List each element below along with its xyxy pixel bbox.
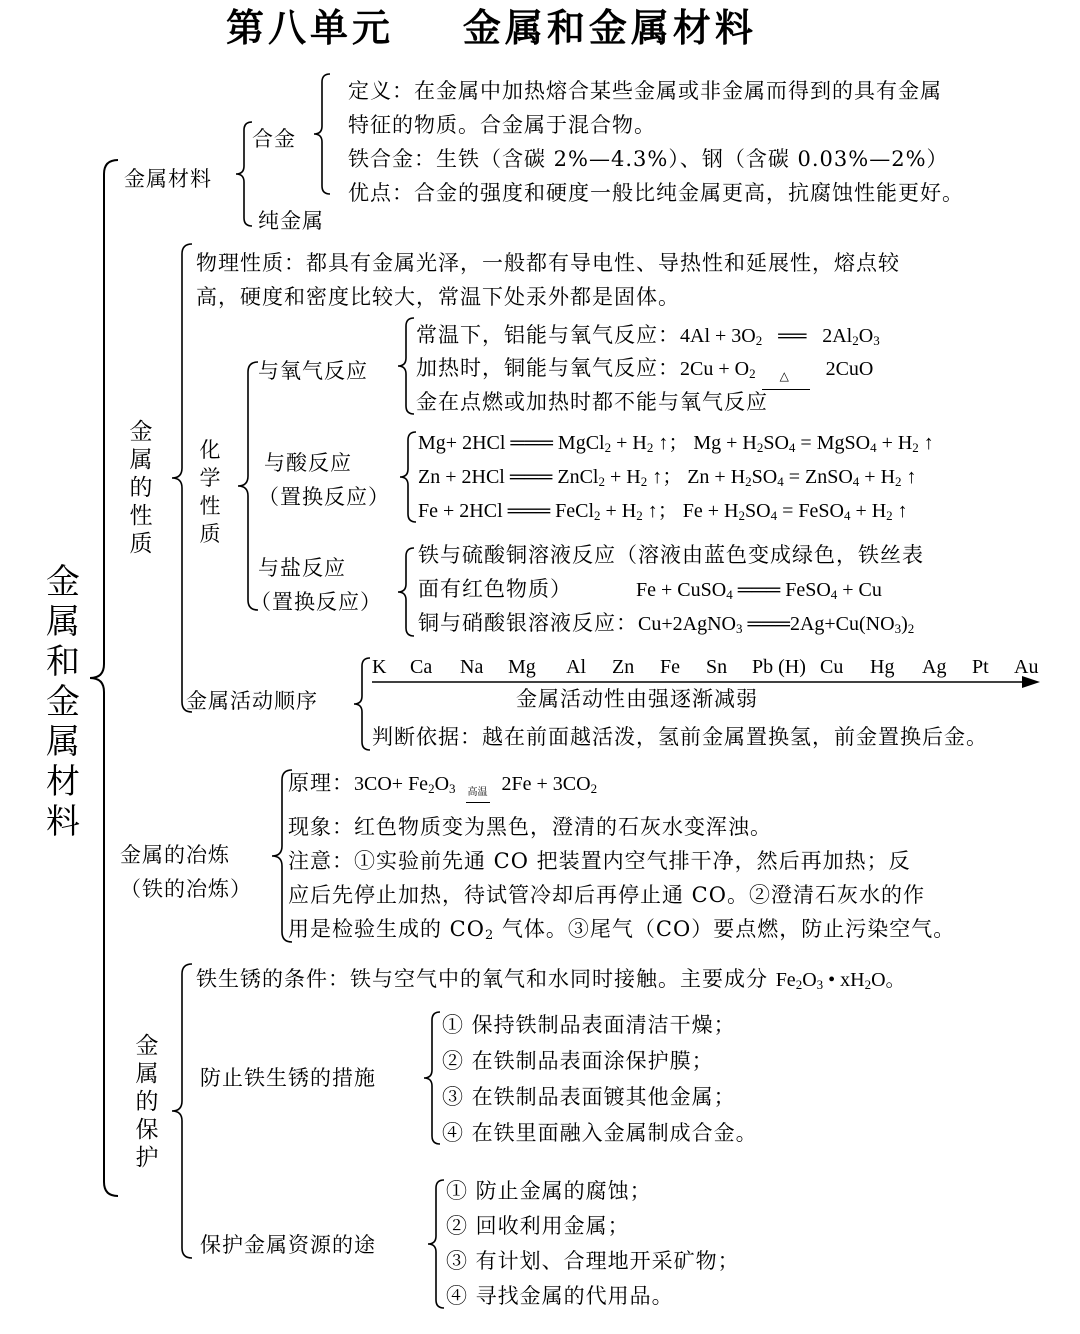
smelting-note-3: 用是检验生成的 $CO_2$ 气体。③尾气（CO）要点燃，防止污染空气。 <box>288 917 956 943</box>
activity-element: Pb (H) <box>752 656 806 678</box>
oxygen-line-2: 加热时，铜能与氧气反应：$2Cu + O_2$ △ 2CuO <box>416 355 873 382</box>
activity-element: Ca <box>410 656 433 678</box>
page-title: 第八单元 金属和金属材料 <box>226 5 757 50</box>
alloy-label: 合金 <box>252 127 296 151</box>
acid-equation-fe: Fe + 2HCl ═══ FeCl$_2$ + $H_2$ ↑； $Fe + H_2SO_4$ = FeSO$_4$ + $H_2$ ↑ <box>418 500 908 523</box>
heat-condition: △ <box>779 369 789 383</box>
smelting-principle: 原理：$3CO+ Fe_2O_3$ 高温 $2Fe + 3CO_2$ <box>288 770 597 797</box>
smelting-note-1: 注意：①实验前先通 CO 把装置内空气排干净，然后再加热；反 <box>288 849 911 873</box>
root-label: 金属和金属材料 <box>46 562 80 842</box>
physical-properties-1: 物理性质：都具有金属光泽，一般都有导电性、导热性和延展性，熔点较 <box>196 251 900 275</box>
protection-label: 金属的保护 <box>135 1033 159 1171</box>
acid-reaction-sublabel: （置换反应） <box>258 485 390 509</box>
activity-element: Ag <box>922 656 947 678</box>
salt-line-1: 铁与硫酸铜溶液反应（溶液由蓝色变成绿色，铁丝表 <box>418 543 924 567</box>
activity-element: Al <box>566 656 586 678</box>
resource-item: ② 回收利用金属； <box>446 1214 630 1238</box>
oxygen-line-1: 常温下，铝能与氧气反应：$4Al + 3O_2$ ══ $2Al_2O_3$ <box>416 323 880 348</box>
salt-reaction-label: 与盐反应 <box>258 556 346 580</box>
smelting-sublabel: （铁的冶炼） <box>120 877 252 901</box>
activity-element: Hg <box>870 656 895 678</box>
pure-metal-label: 纯金属 <box>258 209 324 233</box>
resource-item: ① 防止金属的腐蚀； <box>446 1179 652 1203</box>
prevent-item: ① 保持铁制品表面清洁干燥； <box>442 1013 736 1037</box>
prevent-rust-label: 防止铁生锈的措施 <box>200 1066 376 1090</box>
acid-equation-mg: Mg+ 2HCl ═══ MgCl$_2$ + $H_2$ ↑； $Mg + H_2SO_4$ = MgSO$_4$ + $H_2$ ↑ <box>418 432 934 455</box>
activity-element: Cu <box>820 656 844 678</box>
resource-item: ④ 寻找金属的代用品。 <box>446 1284 674 1308</box>
smelting-label: 金属的冶炼 <box>120 843 230 867</box>
activity-element: Pt <box>972 656 989 678</box>
smelting-note-2: 应后先停止加热，待试管冷却后再停止通 CO。②澄清石灰水的作 <box>288 883 925 907</box>
activity-element: Mg <box>508 656 536 678</box>
chemical-properties-label: 化学性质 <box>199 438 221 546</box>
prevent-item: ③ 在铁制品表面镀其他金属； <box>442 1085 736 1109</box>
properties-label: 金属的性质 <box>129 419 153 557</box>
salt-line-2: 面有红色物质） Fe + CuSO$_4$ ═══ FeSO$_4$ + Cu <box>418 577 882 602</box>
acid-reaction-label: 与酸反应 <box>264 451 352 475</box>
high-temp-condition: 高温 <box>467 787 488 798</box>
oxygen-reaction-label: 与氧气反应 <box>258 359 368 383</box>
resource-item: ③ 有计划、合理地开采矿物； <box>446 1249 740 1273</box>
activity-basis: 判断依据：越在前面越活泼，氢前金属置换氢，前金置换后金。 <box>372 725 988 749</box>
activity-arrow-text: 金属活动性由强逐渐减弱 <box>516 687 758 711</box>
alloy-definition-2: 特征的物质。合金属于混合物。 <box>348 113 656 137</box>
prevent-item: ② 在铁制品表面涂保护膜； <box>442 1049 714 1073</box>
activity-element: Zn <box>612 656 635 678</box>
resource-label: 保护金属资源的途 <box>200 1233 376 1257</box>
activity-element: Fe <box>660 656 680 678</box>
rust-condition: 铁生锈的条件：铁与空气中的氧气和水同时接触。主要成分 $Fe_2O_3$ • $xH_2O$。 <box>196 967 906 992</box>
physical-properties-2: 高，硬度和密度比较大，常温下处汞外都是固体。 <box>196 285 680 309</box>
alloy-advantage: 优点：合金的强度和硬度一般比纯金属更高，抗腐蚀性能更好。 <box>348 181 964 205</box>
activity-element: K <box>372 656 387 678</box>
activity-element: Au <box>1014 656 1039 678</box>
activity-element: Na <box>460 656 484 678</box>
activity-series-label: 金属活动顺序 <box>186 689 318 713</box>
smelting-phenomenon: 现象：红色物质变为黑色，澄清的石灰水变浑浊。 <box>288 815 772 839</box>
acid-equation-zn: Zn + 2HCl ═══ ZnCl$_2$ + $H_2$ ↑； $Zn + H_2SO_4$ = ZnSO$_4$ + $H_2$ ↑ <box>418 466 917 489</box>
alloy-definition-1: 定义：在金属中加热熔合某些金属或非金属而得到的具有金属 <box>348 79 942 103</box>
iron-alloy-text: 铁合金：生铁（含碳 2%—4.3%）、钢（含碳 0.03%—2%） <box>348 147 949 171</box>
salt-reaction-sublabel: （置换反应） <box>250 590 382 614</box>
prevent-item: ④ 在铁里面融入金属制成合金。 <box>442 1121 758 1145</box>
oxygen-line-3: 金在点燃或加热时都不能与氧气反应 <box>416 390 768 414</box>
salt-line-3: 铜与硝酸银溶液反应：Cu+2AgNO$_3$ $═══2Ag+Cu(NO_3)_2$ <box>418 611 915 636</box>
materials-label: 金属材料 <box>124 167 212 191</box>
activity-element: Sn <box>706 656 728 678</box>
